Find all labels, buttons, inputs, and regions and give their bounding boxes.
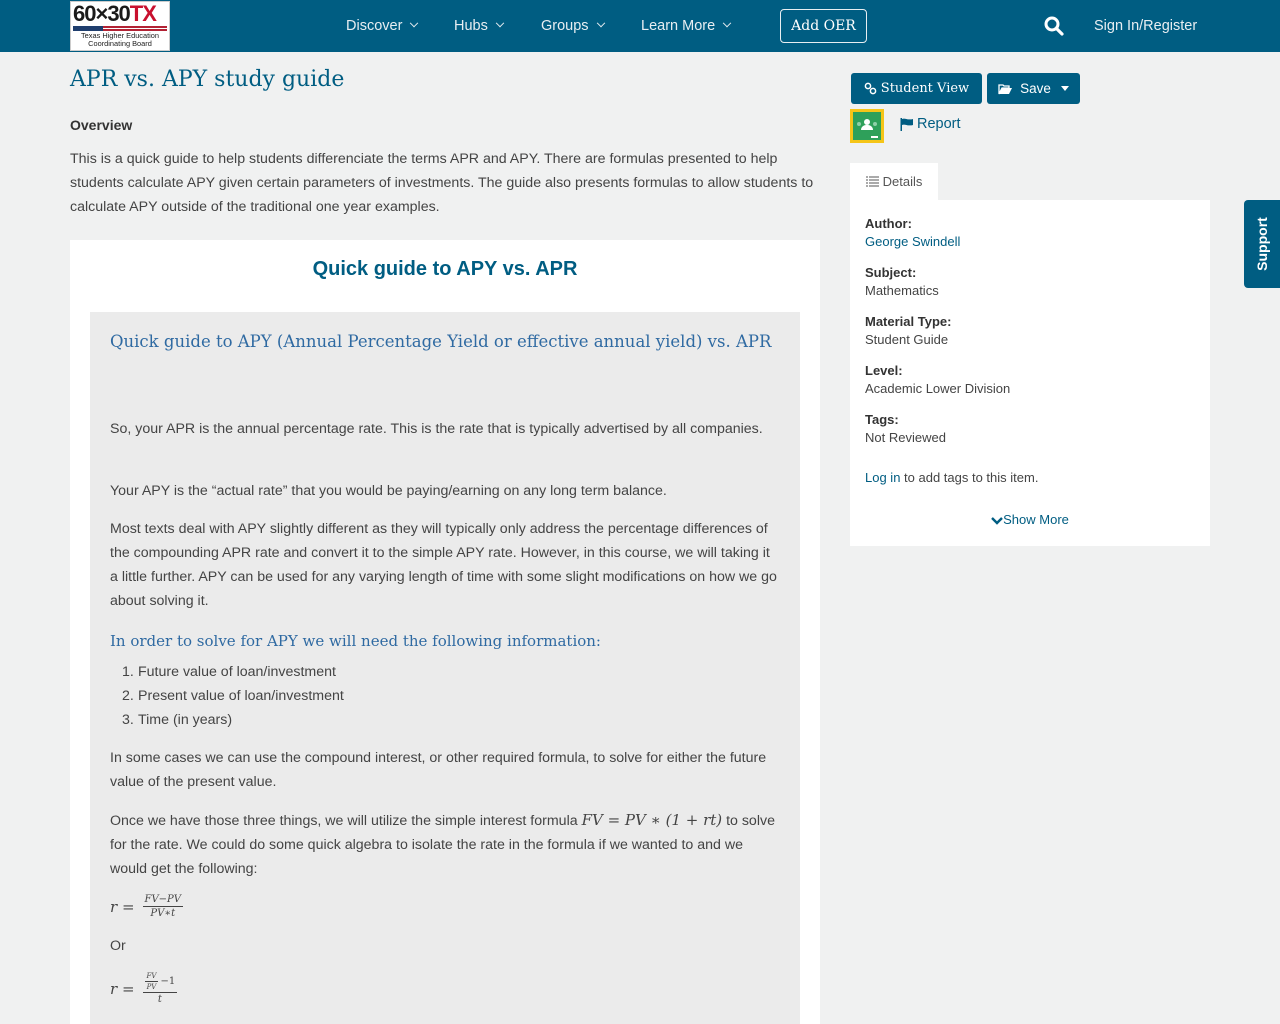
report-link[interactable] [900,116,961,132]
tab-details[interactable] [850,163,938,200]
log-in-link[interactable]: Log in [865,470,901,485]
support-tab[interactable] [1244,200,1280,288]
list-icon [866,176,879,187]
folder-open-icon [998,83,1013,95]
material-type-value: Student Guide [865,332,949,347]
formula-simple-interest: FV = PV ∗ (1 + rt) [581,811,723,829]
or-label: Or [110,938,126,954]
nav-hubs[interactable] [454,0,503,52]
subject-value: Mathematics [865,283,939,298]
add-oer-button[interactable]: Add OER [780,9,867,43]
logo-text: 60×30 [73,1,130,26]
list-item: 2. Present value of loan/investment [122,688,344,704]
show-more-button[interactable] [850,512,1210,527]
card-title: Quick guide to APY vs. APR [312,258,578,280]
chevron-down-icon [991,516,1003,525]
list-item: 1. Future value of loan/investment [122,664,336,680]
save-button[interactable] [987,73,1080,104]
nav-learn-more[interactable] [641,0,730,52]
support-label: Support [1254,217,1270,271]
thecb-logo[interactable] [70,1,170,51]
login-to-tag-text: Log in to add tags to this item. [865,470,1039,485]
chevron-down-icon [410,19,418,27]
nav-discover[interactable] [346,0,417,52]
nav-hubs-label: Hubs [454,18,488,34]
logo-line2: Coordinating Board [88,39,152,48]
caret-down-icon [1061,86,1069,91]
author-label: Author: [865,216,912,231]
paragraph-apy: Your APY is the “actual rate” that you would be paying/earning on any long term balance. [110,483,667,499]
nav-groups[interactable] [541,0,604,52]
logo-line1: Texas Higher Education [80,31,160,40]
level-label: Level: [865,363,903,378]
details-tab-label: Details [882,174,923,189]
link-icon [864,82,877,95]
author-link[interactable]: George Swindell [865,234,961,249]
material-type-label: Material Type: [865,314,952,329]
google-classroom-icon [853,112,881,140]
google-classroom-share-button[interactable] [850,109,884,143]
chevron-down-icon [723,19,731,27]
logo-accent: TX [129,1,156,26]
subject-label: Subject: [865,265,917,280]
paragraph-compound: In some cases we can use the compound interest, or other required formula, to solve for either the future value of the present value. [110,750,767,790]
sign-in-register-link[interactable]: Sign In/Register [1094,18,1198,34]
student-view-button[interactable] [851,73,982,104]
nav-learn-more-label: Learn More [641,18,716,34]
report-label: Report [917,116,961,132]
required-info-list [122,660,344,732]
flag-icon [900,118,914,131]
overview-label: Overview [70,117,133,133]
student-view-label: Student View [880,81,970,96]
level-value: Academic Lower Division [865,381,1011,396]
tags-value: Not Reviewed [865,430,946,445]
list-item: 3. Time (in years) [122,712,233,728]
overview-text: This is a quick guide to help students differenciate the terms APR and APY. There are formulas presented to help students calculate APY given certain parameters of investments. The guide also presents formulas to allow students to calculate APY outside of the traditional one year examples. [70,151,814,215]
subheading-info-needed: In order to solve for APY we will need the following information: [110,632,601,650]
chevron-down-icon [496,19,504,27]
equation-rate-2: r = $\frac{FV}{PV}$ −1 t [110,972,176,1005]
page-title: APR vs. APY study guide [70,67,345,92]
nav-discover-label: Discover [346,18,403,34]
search-icon[interactable] [1044,16,1064,36]
paragraph-texts: Most texts deal with APY slightly different as they will typically only address the percentage differences of the compounding APR rate and convert it to the simple APY rate. However, in this course, we will taking it a little further. APY can be used for any varying length of time with some slight modifications on how we go about solving it. [110,521,777,609]
nav-groups-label: Groups [541,18,589,34]
section-heading: Quick guide to APY (Annual Percentage Yield or effective annual yield) vs. APR [110,332,772,351]
resource-content-card [70,240,820,1024]
save-label: Save [1020,81,1051,96]
chevron-down-icon [596,19,604,27]
details-panel [850,200,1210,546]
equation-rate-1: r = $\frac{FV-PV}{PV∗t}$ [110,894,182,919]
top-navbar [0,0,1280,52]
tags-label: Tags: [865,412,899,427]
show-more-label: Show More [1003,512,1069,527]
paragraph-formula: Once we have those three things, we will utilize the simple interest formula FV = PV ∗ (1 + rt) to solve for the rate. We could do some quick algebra to isolate the rate in the formula if we wanted to and we would get the following: [110,811,775,877]
content-section [90,312,800,1024]
paragraph-apr: So, your APR is the annual percentage rate. This is the rate that is typically advertised by all companies. [110,421,763,437]
